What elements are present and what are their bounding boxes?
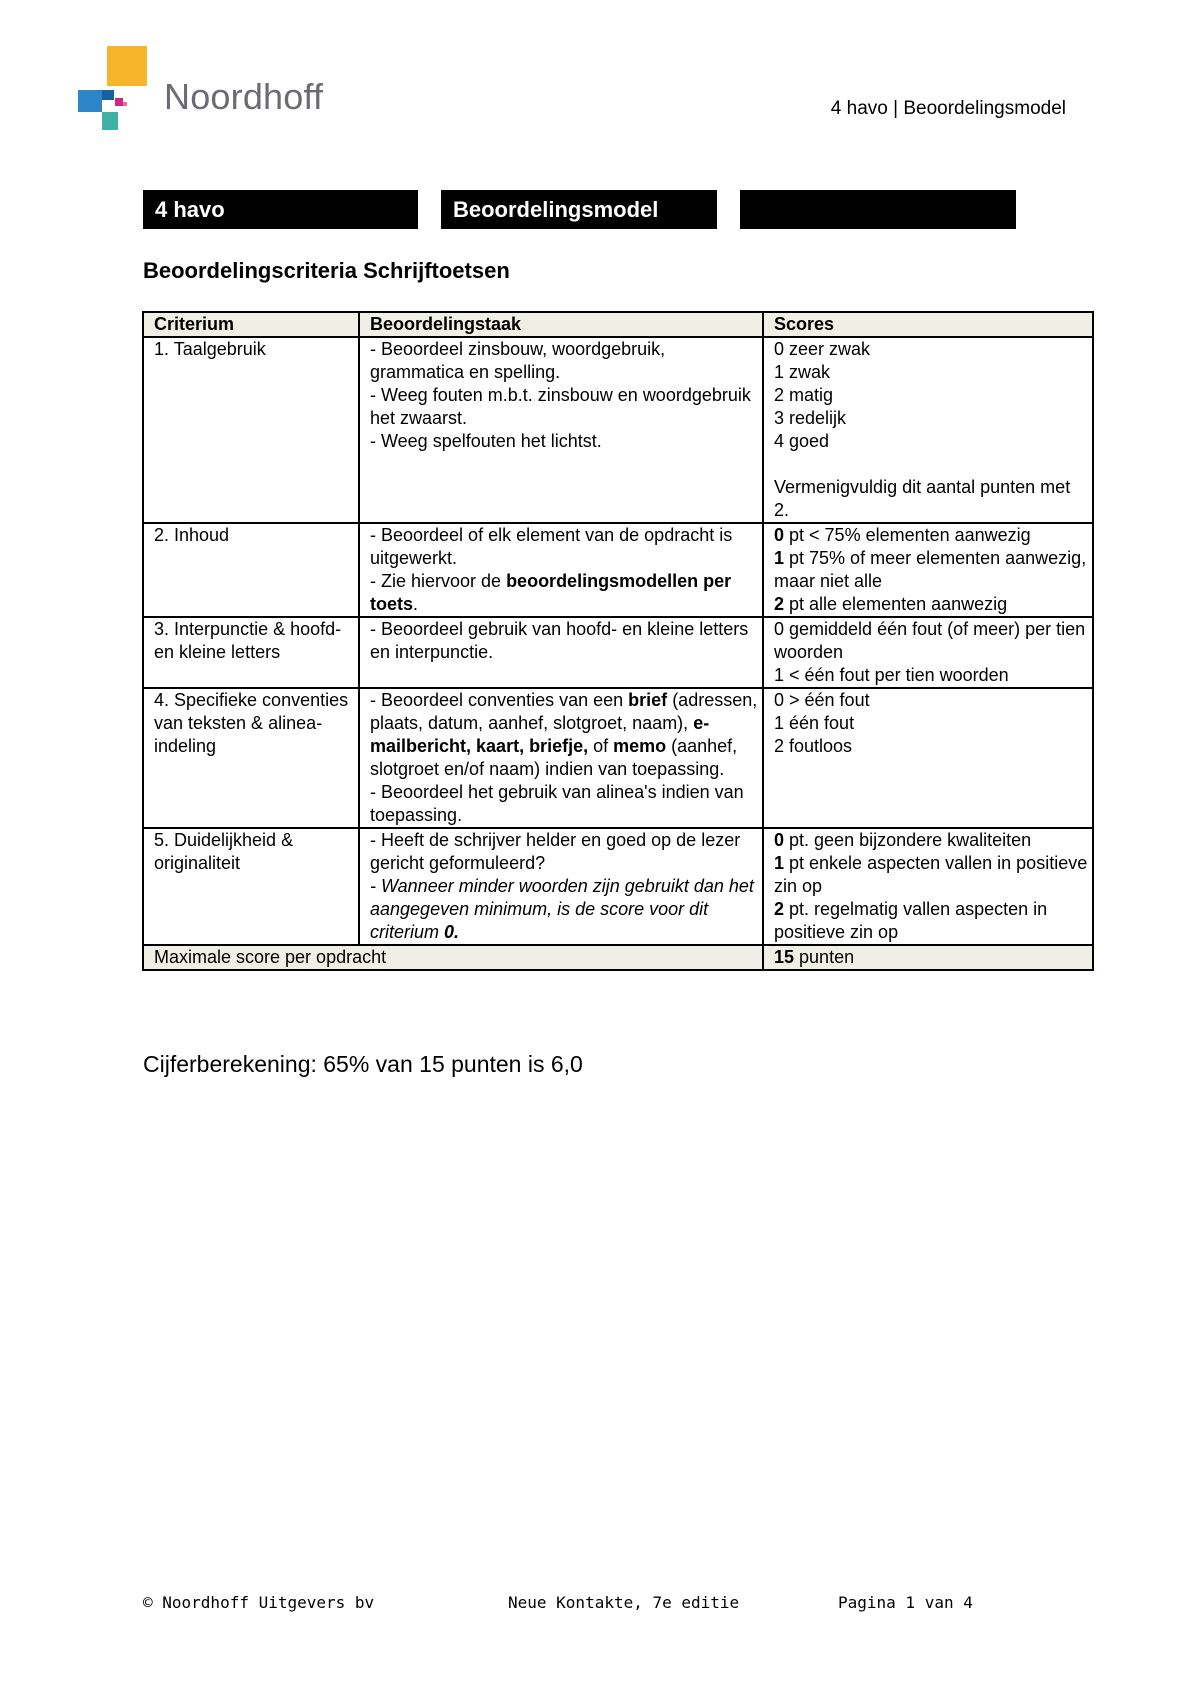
score-text: pt < 75% elementen aanwezig: [784, 525, 1031, 545]
score-line: [774, 898, 1088, 944]
taak-line: - Heeft de schrijver helder en goed op de lezer gericht geformuleerd?: [370, 830, 741, 873]
score-line: [774, 524, 1088, 547]
score-number: 0: [774, 830, 785, 850]
score-number: 1: [774, 853, 785, 873]
taak-line: - Beoordeel het gebruik van alinea's indien van toepassing.: [370, 782, 744, 825]
max-score-value: [763, 945, 1093, 970]
score-line: [774, 593, 1088, 616]
scores-cell: [763, 523, 1093, 617]
table-footer-row: [143, 945, 1093, 970]
score-line: 2 foutloos: [774, 736, 853, 756]
taak-line: - Weeg fouten m.b.t. zinsbouw en woordgebruik het zwaarst.: [370, 385, 751, 428]
taak-italic-bold: 0.: [444, 922, 460, 942]
scores-cell: [763, 688, 1093, 828]
max-score-unit: punten: [794, 947, 855, 967]
score-text: pt alle elementen aanwezig: [784, 594, 1008, 614]
taak-text: of: [588, 736, 614, 756]
taak-bold: memo: [613, 736, 667, 756]
table-header-row: [143, 312, 1093, 337]
score-note: Vermenigvuldig dit aantal punten met 2.: [774, 477, 1071, 520]
section-title: Beoordelingscriteria Schrijftoetsen: [143, 258, 510, 283]
title-bar-level: 4 havo: [143, 190, 418, 229]
table-row: [143, 523, 1093, 617]
score-number: 1: [774, 548, 785, 568]
taak-bold: beoordelingsmodellen per toets: [370, 571, 732, 614]
criterium-cell: [143, 617, 359, 688]
taak-line: [370, 875, 758, 944]
taak-line: - Beoordeel zinsbouw, woordgebruik, grammatica en spelling.: [370, 339, 666, 382]
taak-italic: - Wanneer minder woorden zijn gebruikt dan het aangegeven minimum, is de score voor dit criterium: [370, 876, 754, 942]
criterium-cell: 4. Specifieke conventies van teksten & alinea-indeling: [143, 688, 359, 828]
score-spacer: [774, 453, 1088, 476]
score-line: 0 gemiddeld één fout (of meer) per tien woorden: [774, 619, 1086, 662]
footer-edition: Neue Kontakte, 7e editie: [508, 1593, 740, 1612]
score-line: [774, 829, 1088, 852]
taak-text: (adressen, plaats, datum, aanhef, slotgroet, naam),: [370, 690, 758, 733]
max-score-number: 15: [774, 947, 795, 967]
criterium-cell: 5. Duidelijkheid & originaliteit: [143, 828, 359, 945]
score-text: pt enkele aspecten vallen in positieve zin op: [774, 853, 1088, 896]
taak-bold: e-mailbericht, kaart, briefje,: [370, 713, 710, 756]
table-row: [143, 688, 1093, 828]
footer-copyright: © Noordhoff Uitgevers bv: [143, 1593, 375, 1612]
score-line: 1 zwak: [774, 362, 831, 382]
scores-cell: [763, 828, 1093, 945]
header-scores: Scores: [763, 312, 1093, 337]
taak-text: - Beoordeel conventies van een: [370, 690, 629, 710]
taak-text: (aanhef, slotgroet en/of naam) indien van toepassing.: [370, 736, 738, 779]
table-row: [143, 617, 1093, 688]
header-criterium: Criterium: [143, 312, 359, 337]
taak-line: [370, 570, 758, 616]
score-line: 4 goed: [774, 431, 830, 451]
score-number: 2: [774, 594, 785, 614]
taak-cell: [359, 828, 763, 945]
taak-text: .: [413, 594, 419, 614]
footer-page-number: Pagina 1 van 4: [838, 1593, 973, 1612]
criterium-text: 3. Interpunctie & hoofd- en kleine letters: [154, 619, 342, 662]
taak-bold: brief: [628, 690, 668, 710]
criterium-cell: 1. Taalgebruik: [143, 337, 359, 523]
taak-text: - Zie hiervoor de: [370, 571, 507, 591]
taak-line: [370, 689, 758, 781]
score-text: pt 75% of meer elementen aanwezig, maar niet alle: [774, 548, 1087, 591]
logo-mark-icon: [78, 46, 158, 136]
taak-cell: [359, 688, 763, 828]
taak-cell: [359, 617, 763, 688]
taak-cell: [359, 337, 763, 523]
taak-cell: [359, 523, 763, 617]
table-row: [143, 337, 1093, 523]
header-beoordelingstaak: Beoordelingstaak: [359, 312, 763, 337]
score-line: 1 < één fout per tien woorden: [774, 665, 1009, 685]
score-line: 0 > één fout: [774, 690, 870, 710]
score-text: pt. regelmatig vallen aspecten in positieve zin op: [774, 899, 1048, 942]
title-bar-empty: [740, 190, 1016, 229]
logo-text: Noordhoff: [164, 76, 324, 117]
criterium-cell: 2. Inhoud: [143, 523, 359, 617]
page-header-title: 4 havo | Beoordelingsmodel: [830, 98, 1066, 119]
score-line: 0 zeer zwak: [774, 339, 871, 359]
grade-calculation: Cijferberekening: 65% van 15 punten is 6,0: [143, 1051, 583, 1077]
criteria-table: [142, 311, 1094, 971]
title-bar-subject: Beoordelingsmodel: [441, 190, 717, 229]
score-text: pt. geen bijzondere kwaliteiten: [784, 830, 1032, 850]
table-row: [143, 828, 1093, 945]
score-line: [774, 547, 1088, 593]
score-number: 2: [774, 899, 785, 919]
score-line: 2 matig: [774, 385, 834, 405]
scores-cell: [763, 617, 1093, 688]
max-score-label: Maximale score per opdracht: [143, 945, 763, 970]
scores-cell: [763, 337, 1093, 523]
score-line: 1 één fout: [774, 713, 855, 733]
taak-line: - Beoordeel of elk element van de opdracht is uitgewerkt.: [370, 525, 733, 568]
taak-line: - Beoordeel gebruik van hoofd- en kleine letters en interpunctie.: [370, 619, 749, 662]
taak-line: - Weeg spelfouten het lichtst.: [370, 431, 602, 451]
score-line: [774, 852, 1088, 898]
score-number: 0: [774, 525, 785, 545]
noordhoff-logo: [78, 46, 338, 136]
score-line: 3 redelijk: [774, 408, 847, 428]
